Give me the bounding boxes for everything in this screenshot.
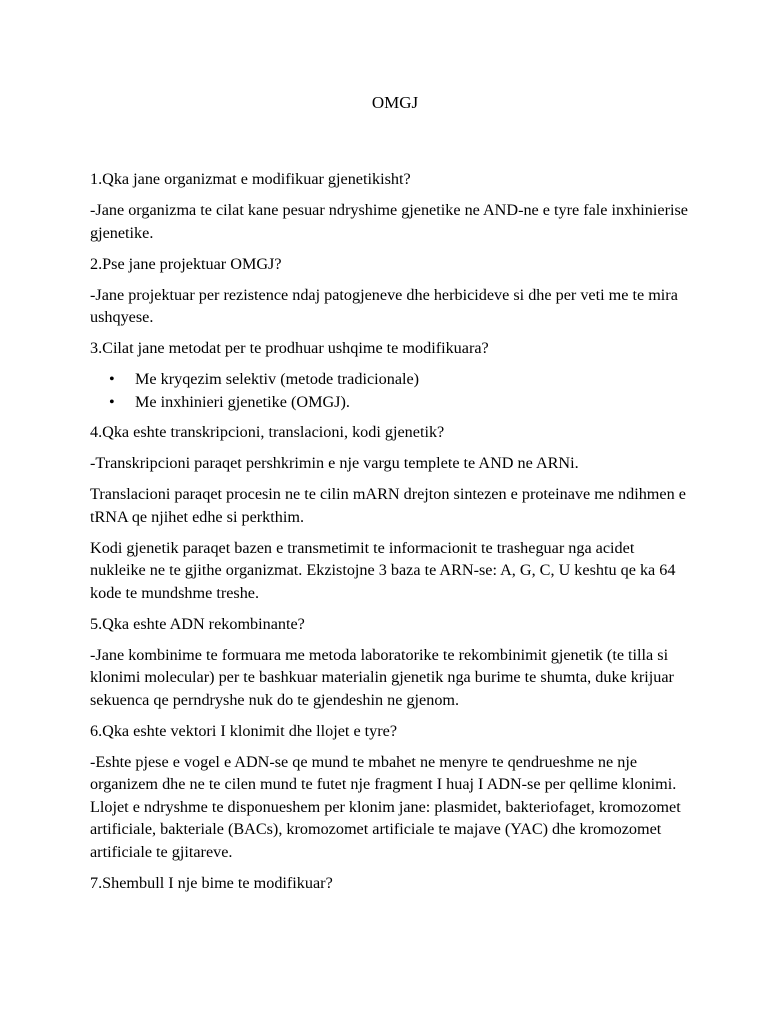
question-4: 4.Qka eshte transkripcioni, translacioni, kodi gjenetik? (90, 423, 445, 441)
document-title: OMGJ (371, 93, 419, 112)
list-item: • Me inxhinieri gjenetike (OMGJ). (135, 391, 692, 414)
list-item: • Me kryqezim selektiv (metode tradicionale) (135, 368, 692, 391)
answer-4-transcription: -Transkripcioni paraqet pershkrimin e nje vargu templete te AND ne ARNi. (90, 454, 579, 472)
answer-1: -Jane organizma te cilat kane pesuar ndryshime gjenetike ne AND-ne e tyre fale inxhinierise gjenetike. (90, 201, 688, 242)
answer-2: -Jane projektuar per rezistence ndaj patogjeneve dhe herbicideve si dhe per veti me te mira ushqyese. (90, 285, 678, 326)
answer-4-translation: Translacioni paraqet procesin ne te cilin mARN drejton sintezen e proteinave me ndihmen e tRNA qe njihet edhe si perkthim. (90, 485, 686, 526)
question-1: 1.Qka jane organizmat e modifikuar gjenetikisht? (90, 170, 411, 188)
answer-6: -Eshte pjese e vogel e ADN-se qe mund te mbahet ne menyre te qendrueshme ne nje organizem dhe ne te cilen mund te futet nje fragment I huaj I ADN-se per qellime klonimi. Llojet e ndryshme te disponueshem per klonim jane: plasmidet, bakteriofaget, kromozomet artificiale, bakteriale (BACs), kromozomet artificiale te majave (YAC) dhe kromozomet artificiale te gjitareve. (90, 752, 681, 861)
answer-5: -Jane kombinime te formuara me metoda laboratorike te rekombinimit gjenetik (te tilla si klonimi molecular) per te bashkuar materialin gjenetik nga burime te shumta, duke krijuar sekuenca qe perndryshe nuk do te gjendeshin ne gjenom. (90, 645, 674, 709)
question-6: 6.Qka eshte vektori I klonimit dhe llojet e tyre? (90, 721, 398, 740)
answer-3-list (90, 368, 692, 413)
question-2: 2.Pse jane projektuar OMGJ? (90, 254, 282, 273)
question-3: 3.Cilat jane metodat per te prodhuar ushqime te modifikuara? (90, 339, 489, 357)
question-5: 5.Qka eshte ADN rekombinante? (90, 614, 305, 633)
answer-4-genetic-code: Kodi gjenetik paraqet bazen e transmetimit te informacionit te trasheguar nga acidet nukleike ne te gjithe organizmat. Ekzistojne 3 baza te ARN-se: A, G, C, U keshtu qe ka 64 kode te mundshme treshe. (90, 538, 676, 602)
question-7: 7.Shembull I nje bime te modifikuar? (90, 873, 333, 892)
